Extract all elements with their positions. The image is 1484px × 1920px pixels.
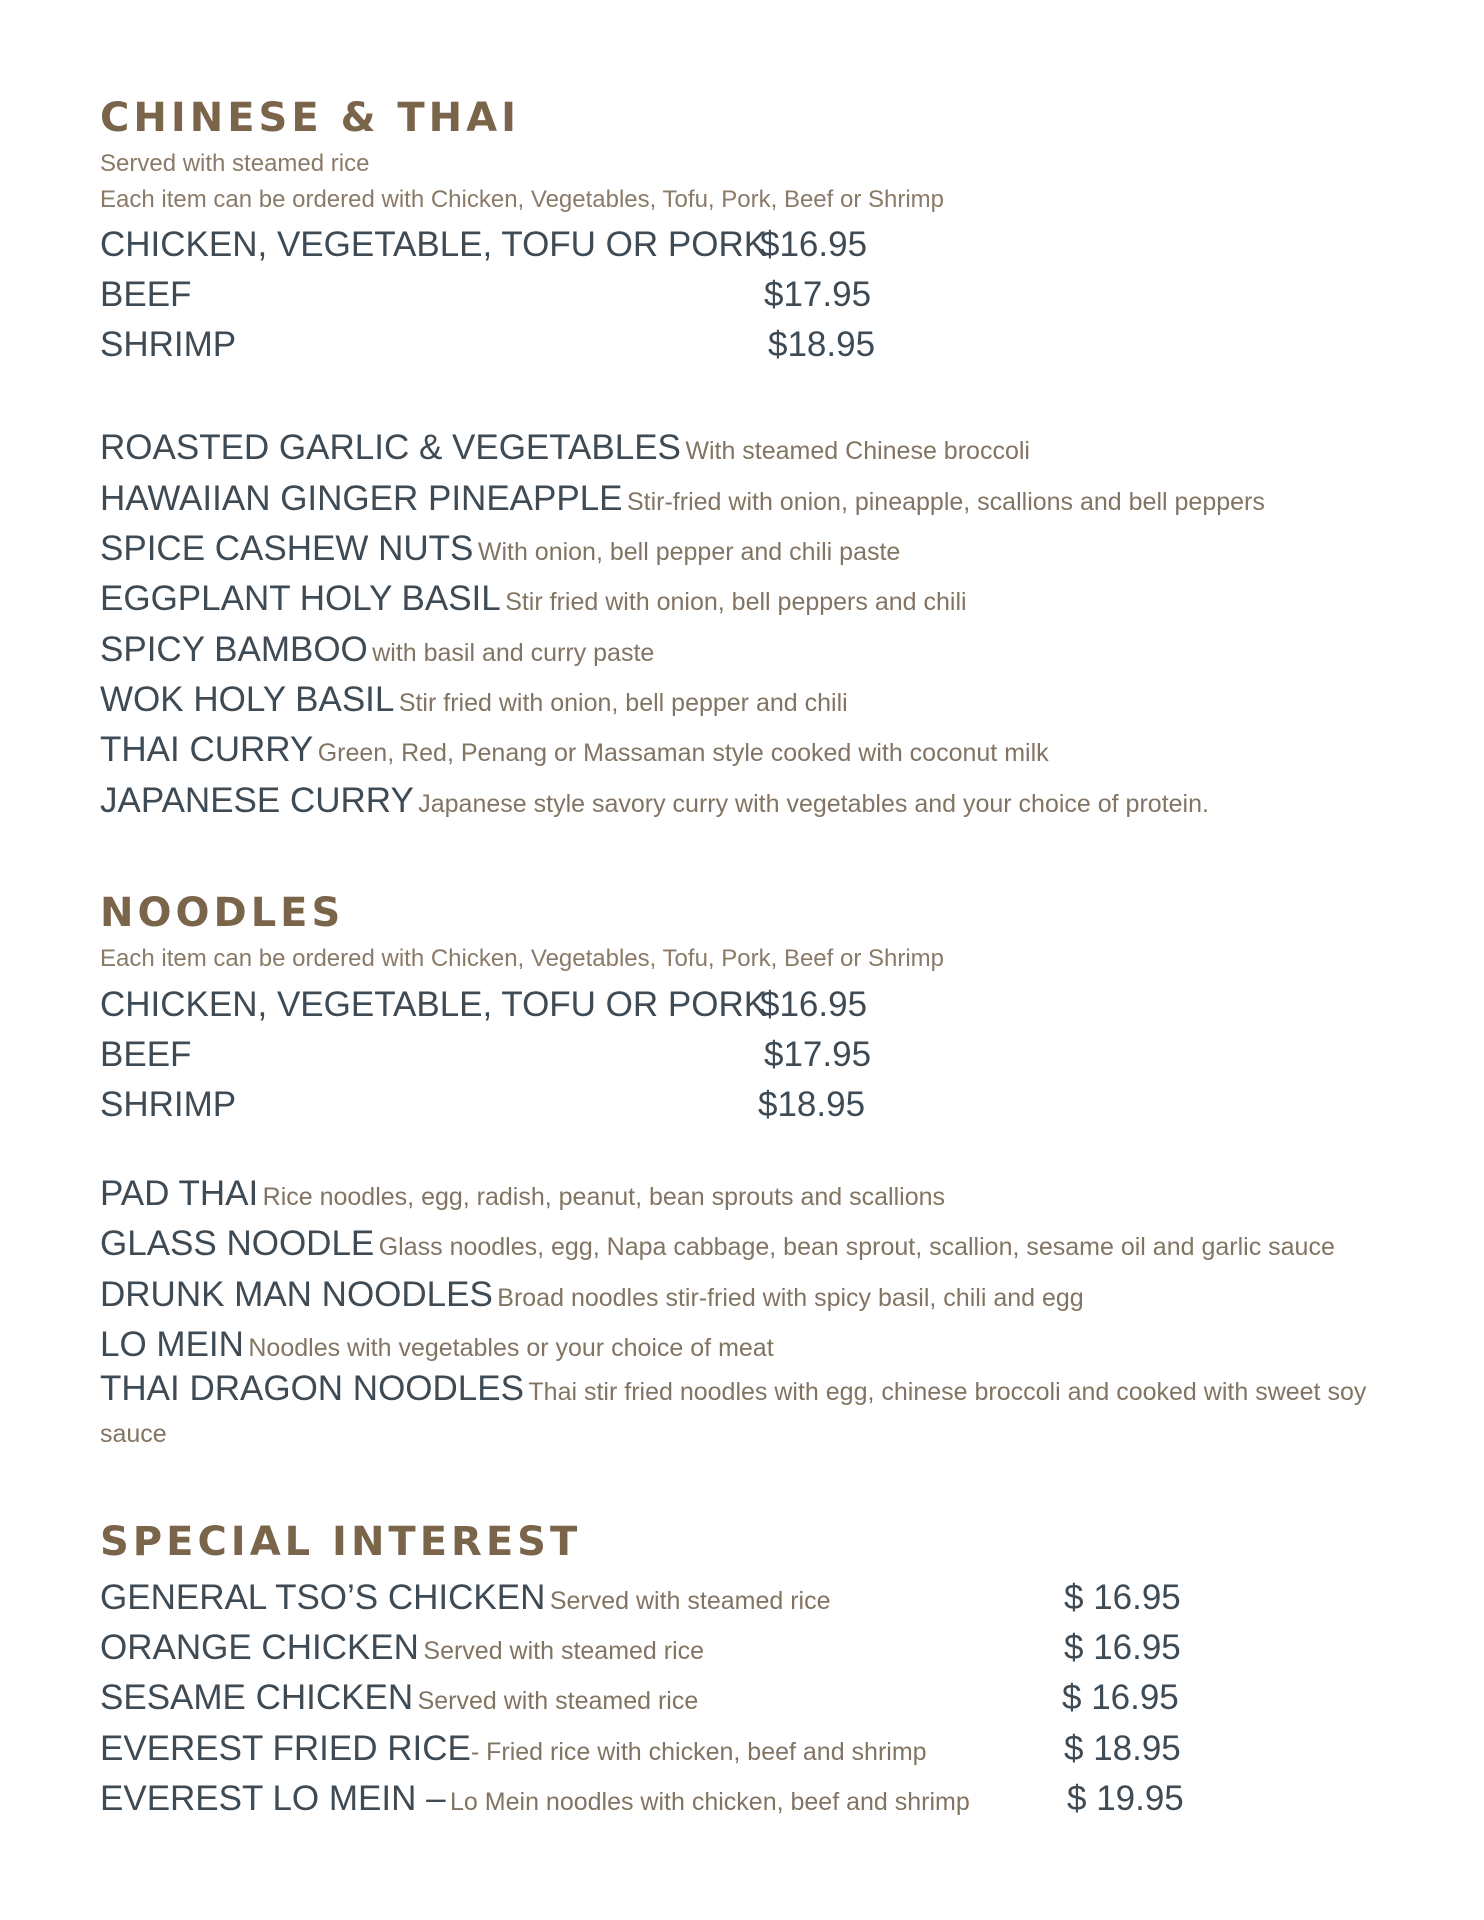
section-note-served-rice: Served with steamed rice	[100, 150, 370, 177]
price-label: SHRIMP	[100, 325, 237, 364]
item-description: Served with steamed rice	[417, 1687, 699, 1715]
item-name: WOK HOLY BASIL	[100, 680, 395, 719]
price-line	[100, 987, 900, 1027]
item-description: Lo Mein noodles with chicken, beef and shrimp	[450, 1788, 970, 1816]
item-name: LO MEIN	[100, 1325, 244, 1364]
item-description: Served with steamed rice	[549, 1587, 831, 1615]
item-name: GLASS NOODLE	[100, 1224, 375, 1263]
item-description: Green, Red, Penang or Massaman style cooked with coconut milk	[317, 739, 1049, 767]
item-name: GENERAL TSO’S CHICKEN	[100, 1578, 546, 1617]
item-name: THAI DRAGON NOODLES	[100, 1369, 524, 1408]
item-description: Stir fried with onion, bell pepper and chili	[398, 689, 848, 717]
item-name: ORANGE CHICKEN	[100, 1628, 419, 1667]
menu-item	[100, 783, 1380, 818]
menu-item	[100, 1327, 1380, 1362]
price-line	[100, 227, 900, 267]
item-name: HAWAIIAN GINGER PINEAPPLE	[100, 479, 623, 518]
menu-item	[100, 1277, 1380, 1312]
menu-item	[100, 632, 1380, 667]
menu-item	[100, 682, 1380, 717]
price-value: $16.95	[760, 985, 868, 1024]
item-price: $ 16.95	[1064, 1578, 1181, 1617]
price-label: SHRIMP	[100, 1085, 237, 1124]
item-description: Noodles with vegetables or your choice of meat	[248, 1334, 774, 1362]
price-label: BEEF	[100, 275, 192, 314]
special-item	[100, 1580, 1200, 1620]
price-label: BEEF	[100, 1035, 192, 1074]
item-description: With steamed Chinese broccoli	[685, 437, 1030, 465]
item-description: Glass noodles, egg, Napa cabbage, bean sprout, scallion, sesame oil and garlic sauce	[378, 1233, 1335, 1261]
special-item	[100, 1781, 1200, 1821]
item-name: EVEREST LO MEIN –	[100, 1779, 446, 1818]
menu-page	[100, 0, 1400, 1920]
section-note-protein-choice: Each item can be ordered with Chicken, Vegetables, Tofu, Pork, Beef or Shrimp	[100, 186, 945, 213]
menu-item	[100, 1226, 1380, 1261]
item-description: - Fried rice with chicken, beef and shrimp	[470, 1738, 927, 1766]
item-name: SPICY BAMBOO	[100, 630, 368, 669]
price-value: $16.95	[760, 225, 868, 264]
menu-item	[100, 1176, 1380, 1211]
item-description: with basil and curry paste	[372, 639, 655, 667]
price-value: $18.95	[758, 1085, 866, 1124]
item-description: Stir fried with onion, bell peppers and chili	[505, 588, 967, 616]
section-note-protein-choice: Each item can be ordered with Chicken, Vegetables, Tofu, Pork, Beef or Shrimp	[100, 945, 945, 972]
item-price: $ 19.95	[1067, 1779, 1184, 1818]
item-name: PAD THAI	[100, 1174, 259, 1213]
item-description: Served with steamed rice	[423, 1637, 705, 1665]
menu-item	[100, 430, 1380, 465]
menu-item	[100, 531, 1380, 566]
item-name: EVEREST FRIED RICE	[100, 1729, 471, 1768]
price-line	[100, 277, 900, 317]
item-description: Japanese style savory curry with vegetables and your choice of protein.	[418, 790, 1209, 818]
price-label: CHICKEN, VEGETABLE, TOFU OR PORK	[100, 985, 768, 1024]
price-line	[100, 1037, 900, 1077]
special-item	[100, 1731, 1200, 1771]
item-description: Rice noodles, egg, radish, peanut, bean sprouts and scallions	[262, 1183, 946, 1211]
price-value: $18.95	[768, 325, 876, 364]
section-title-special-interest: SPECIAL INTEREST	[100, 1519, 582, 1565]
section-title-noodles: NOODLES	[100, 890, 345, 936]
item-name: JAPANESE CURRY	[100, 781, 414, 820]
menu-item	[100, 1370, 1370, 1457]
item-description: Thai stir fried noodles with egg, chinese broccoli and cooked with sweet soy sauce	[100, 1378, 1367, 1448]
price-value: $17.95	[764, 275, 872, 314]
special-item	[100, 1680, 1200, 1720]
price-value: $17.95	[764, 1035, 872, 1074]
item-price: $ 16.95	[1062, 1678, 1179, 1717]
item-price: $ 16.95	[1064, 1628, 1181, 1667]
menu-item	[100, 581, 1380, 616]
item-name: SPICE CASHEW NUTS	[100, 529, 474, 568]
item-description: Broad noodles stir-fried with spicy basil, chili and egg	[497, 1284, 1084, 1312]
price-label: CHICKEN, VEGETABLE, TOFU OR PORK	[100, 225, 768, 264]
item-name: ROASTED GARLIC & VEGETABLES	[100, 428, 681, 467]
item-description: With onion, bell pepper and chili paste	[477, 538, 901, 566]
section-title-chinese-thai: CHINESE & THAI	[100, 95, 520, 141]
price-line	[100, 1087, 900, 1127]
item-description: Stir-fried with onion, pineapple, scallions and bell peppers	[626, 488, 1265, 516]
item-name: DRUNK MAN NOODLES	[100, 1275, 493, 1314]
price-line	[100, 327, 900, 367]
menu-item	[100, 732, 1380, 767]
special-item	[100, 1630, 1200, 1670]
item-name: SESAME CHICKEN	[100, 1678, 414, 1717]
item-name: EGGPLANT HOLY BASIL	[100, 579, 501, 618]
menu-item	[100, 481, 1380, 516]
item-name: THAI CURRY	[100, 730, 314, 769]
item-price: $ 18.95	[1064, 1729, 1181, 1768]
